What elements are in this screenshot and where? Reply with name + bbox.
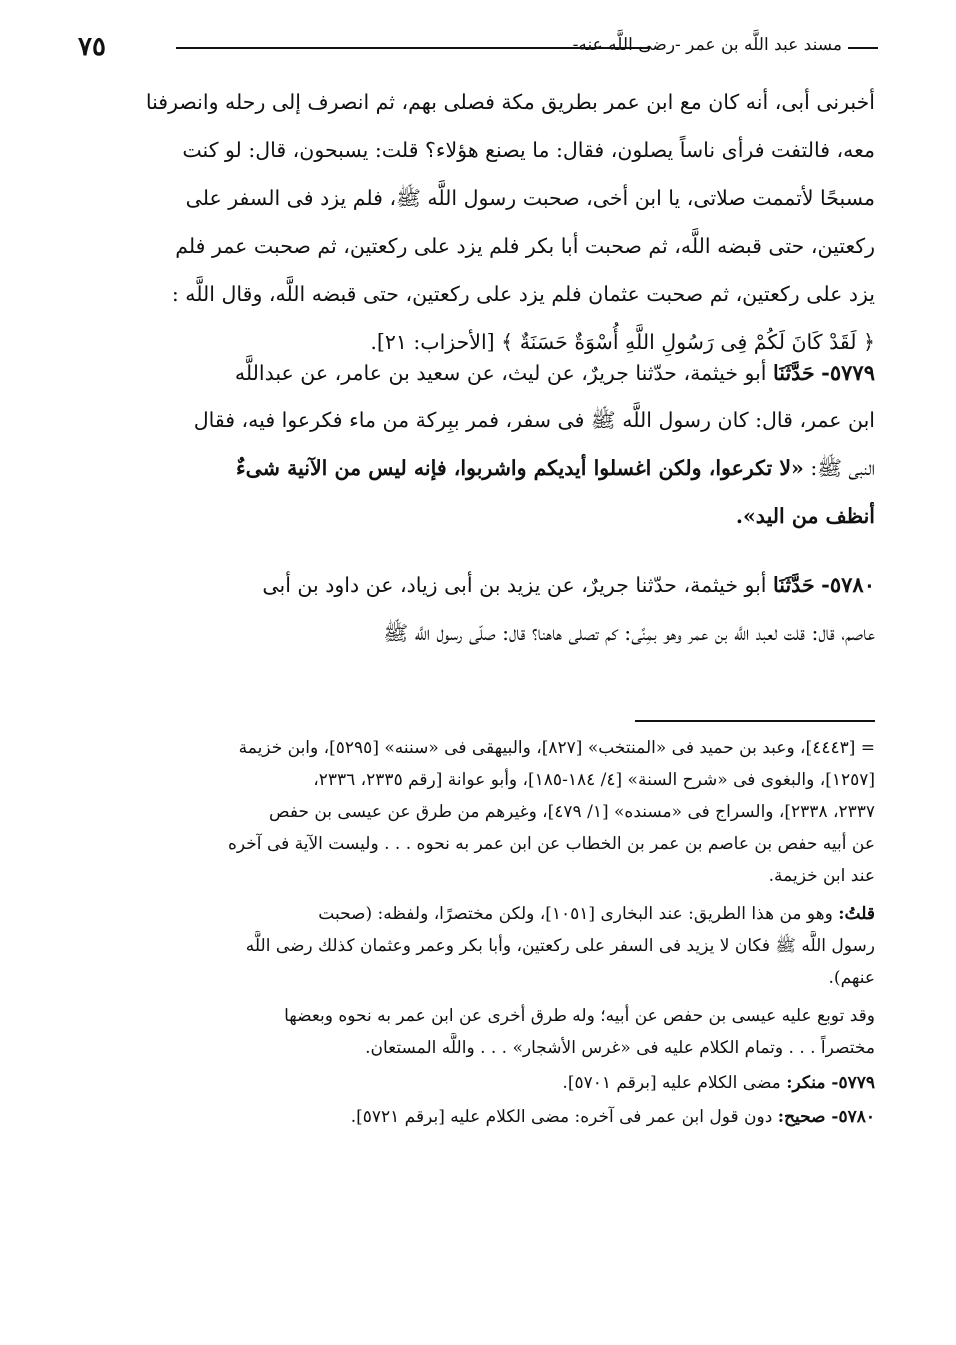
grading-text: دون قول ابن عمر فى آخره: مضى الكلام عليه [برقم ٥٧٢١]. [350,1107,773,1127]
grading-label: ٥٧٨٠- صحيح: [777,1107,875,1127]
prophetic-saying: «لا تكرعوا، ولكن اغسلوا أيديكم واشربوا، فإنه ليس من الآنية شىءٌ [236,456,804,480]
hadith-5779-line-1 [80,353,875,393]
grading-label: ٥٧٧٩- منكر: [786,1073,875,1093]
isnad-text: أبو خيثمة، حدّثنا جريرٌ، عن ليث، عن سعيد بن عامر، عن عبداللَّه [234,361,767,385]
hadith-number: ٥٧٧٩- [821,360,875,385]
page-header [78,32,878,66]
haddathana-word: حَدَّثَنَا [773,573,815,597]
isnad-text: أبو خيثمة، حدّثنا جريرٌ، عن يزيد بن أبى زياد، عن داود بن أبى [262,573,767,597]
footnote-line: مختصراً . . . وتمام الكلام عليه فى «غرس الأشجار» . . . واللَّه المستعان. [365,1038,875,1058]
header-rule-short [848,47,878,49]
text-line: عاصم، قال: قلت لعبد اللَّه بن عمر وهو بمِنًى: كم تصلى هاهنا؟ قال: صلّى رسول اللَّه ﷺ [383,621,875,645]
footnote-line: عن أبيه حفص بن عاصم بن عمر بن الخطاب عن ابن عمر به نحوه . . . وليست الآية فى آخره [228,834,875,854]
footnote-separator [635,720,875,722]
footnote-line: رسول اللَّه ﷺ فكان لا يزيد فى السفر على ركعتين، وأبا بكر وعمر وعثمان كذلك رضى اللَّه [245,936,875,956]
footnote-line: [١٢٥٧]، والبغوى فى «شرح السنة» [٤/ ١٨٤-١٨٥]، وأبو عوانة [رقم ٢٣٣٥، ٢٣٣٦، [313,770,875,790]
footnote-line: عنهم). [828,968,875,988]
speaker-text: النبى ﷺ: [810,456,875,480]
text-line: ابن عمر، قال: كان رسول اللَّه ﷺ فى سفر، فمر ببِركة من ماء فكرعوا فيه، فقال [193,408,875,432]
page-number: ٧٥ [78,32,106,62]
footnote-line: عند ابن خزيمة. [768,866,875,886]
footnote-grading-5780 [80,1102,875,1132]
text-line: معه، فالتفت فرأى ناساً يصلون، فقال: ما يصنع هؤلاء؟ قلت: يسبحون، قال: لو كنت [182,138,875,162]
footnote-line: وقد توبع عليه عيسى بن حفص عن أبيه؛ وله طرق أخرى عن ابن عمر به نحوه وبعضها [284,1006,875,1026]
note-label: قلتُ: [838,904,875,924]
running-title: مسند عبد اللَّه بن عمر -رضى اللَّه عنه- [572,35,842,55]
hadith-5780-line-1 [80,565,875,605]
hadith-number: ٥٧٨٠- [821,572,875,597]
quran-verse-line: ﴿ لَقَدْ كَانَ لَكُمْ فِى رَسُولِ اللَّهِ أُسْوَةٌ حَسَنَةٌ ﴾ [الأحزاب: ٢١]. [370,330,875,354]
note-text: وهو من هذا الطريق: عند البخارى [١٠٥١]، ولكن مختصرًا، ولفظه: (صحبت [318,904,833,924]
footnote-line: ٢٣٣٧، ٢٣٣٨]، والسراج فى «مسنده» [١/ ٤٧٩]، وغيرهم من طرق عن عيسى بن حفص [269,802,875,822]
hadith-5779-line-4 [80,496,875,536]
text-line: يزد على ركعتين، ثم صحبت عثمان فلم يزد على ركعتين، حتى قبضه اللَّه، وقال اللَّه : [171,282,875,306]
footnote-note-line-1 [80,899,875,929]
footnote-line: = [٤٤٤٣]، وعبد بن حميد فى «المنتخب» [٨٢٧]، والبيهقى فى «سننه» [٥٢٩٥]، وابن خزيمة [238,738,875,758]
footnote-grading-5779 [80,1068,875,1098]
haddathana-word: حَدَّثَنَا [773,361,815,385]
text-line: ركعتين، حتى قبضه اللَّه، ثم صحبت أبا بكر فلم يزد على ركعتين، ثم صحبت عمر فلم [175,234,875,258]
text-line: أخبرنى أبى، أنه كان مع ابن عمر بطريق مكة فصلى بهم، ثم انصرف إلى رحله وانصرفنا [145,90,875,114]
prophetic-saying-end: أنظف من اليد». [735,504,875,528]
grading-text: مضى الكلام عليه [برقم ٥٧٠١]. [562,1073,781,1093]
hadith-5779-line-3 [80,448,875,488]
text-line: مسبحًا لأتممت صلاتى، يا ابن أخى، صحبت رسول اللَّه ﷺ، فلم يزد فى السفر على [185,186,875,210]
